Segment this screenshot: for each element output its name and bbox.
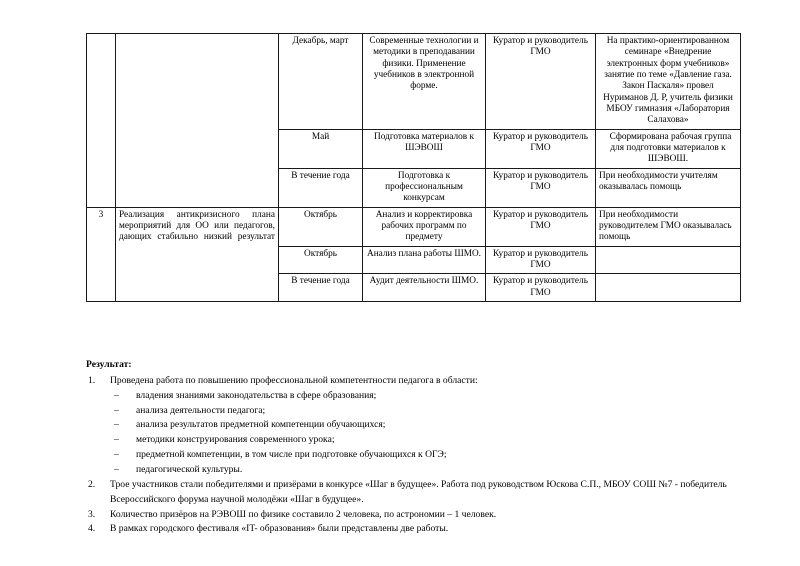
- list-item: [86, 478, 746, 508]
- cell-task: [116, 34, 279, 208]
- cell-number: [87, 34, 116, 208]
- cell-date: В течение года: [279, 168, 363, 207]
- cell-result: [596, 274, 741, 302]
- cell-content: Аудит деятельности ШМО.: [363, 274, 486, 302]
- plan-table: [86, 33, 741, 302]
- cell-result: На практико-ориентированном семинаре «Внедрение электронных форм учебников» занятие по теме «Давление газа. Закон Паскаля» провел Нуриманов Д. Р, учитель физики МБОУ гимназия «Лаборатория Салахова»: [596, 34, 741, 130]
- cell-responsible: Куратор и руководитель ГМО: [486, 207, 596, 246]
- list-marker: –: [114, 434, 119, 446]
- list-item: [110, 448, 746, 463]
- cell-content: Подготовка к профессиональным конкурсам: [363, 168, 486, 207]
- cell-responsible: Куратор и руководитель ГМО: [486, 34, 596, 130]
- cell-result: При необходимости руководителем ГМО оказывалась помощь: [596, 207, 741, 246]
- table-row: [87, 34, 741, 130]
- list-item-text: педагогической культуры.: [136, 464, 243, 476]
- list-marker: –: [114, 404, 119, 416]
- cell-date: В течение года: [279, 274, 363, 302]
- list-marker: 3.: [88, 508, 96, 520]
- cell-date: Октябрь: [279, 246, 363, 274]
- list-item-text: анализа деятельности педагога;: [136, 404, 266, 416]
- list-marker: –: [114, 419, 119, 431]
- list-item: [110, 418, 746, 433]
- cell-number: 3: [87, 207, 116, 301]
- list-item: [86, 508, 746, 523]
- list-item: [110, 463, 746, 478]
- list-marker: –: [114, 389, 119, 401]
- list-item-text: методики конструирования современного урока;: [136, 434, 335, 446]
- list-item-text: предметной компетенции, в том числе при подготовке обучающихся к ОГЭ;: [136, 449, 447, 461]
- list-item: [86, 522, 746, 537]
- cell-content: Современные технологии и методики в преподавании физики. Применение учебников в электронной форме.: [363, 34, 486, 130]
- cell-task: Реализация антикризисного плана мероприятий для ОО или педагогов, дающих стабильно низкий результат: [116, 207, 279, 301]
- list-item-text: Трое участников стали победителями и призёрами в конкурсе «Шаг в будущее». Работа под руководством Юскова С.П., МБОУ СОШ №7 - победитель Всероссийского форума научной молодёжи «Шаг в будущее».: [110, 478, 727, 505]
- result-title: Результат:: [86, 359, 132, 370]
- cell-date: Декабрь, март: [279, 34, 363, 130]
- list-item-text: Проведена работа по повышению профессиональной компетентности педагога в области:: [110, 374, 478, 386]
- cell-responsible: Куратор и руководитель ГМО: [486, 129, 596, 168]
- cell-result: Сформирована рабочая группа для подготовки материалов к ШЭВОШ.: [596, 129, 741, 168]
- result-list: [86, 374, 746, 537]
- cell-responsible: Куратор и руководитель ГМО: [486, 168, 596, 207]
- list-item-text: В рамках городского фестиваля «IT- образования» были представлены две работы.: [110, 523, 449, 535]
- cell-result: При необходимости учителям оказывалась помощь: [596, 168, 741, 207]
- cell-content: Анализ и корректировка рабочих программ по предмету: [363, 207, 486, 246]
- list-item: [110, 389, 746, 404]
- list-item: [110, 404, 746, 419]
- cell-responsible: Куратор и руководитель ГМО: [486, 274, 596, 302]
- list-marker: 4.: [88, 523, 96, 535]
- cell-result: [596, 246, 741, 274]
- list-marker: 2.: [88, 478, 96, 490]
- list-marker: –: [114, 449, 119, 461]
- list-item: [110, 433, 746, 448]
- cell-responsible: Куратор и руководитель ГМО: [486, 246, 596, 274]
- cell-content: Анализ плана работы ШМО.: [363, 246, 486, 274]
- list-item-text: анализа результатов предметной компетенции обучающихся;: [136, 419, 386, 431]
- cell-content: Подготовка материалов к ШЭВОШ: [363, 129, 486, 168]
- result-section: [86, 358, 746, 537]
- list-item: [86, 374, 746, 478]
- list-marker: 1.: [88, 374, 96, 386]
- cell-date: Май: [279, 129, 363, 168]
- table-row: [87, 207, 741, 246]
- list-marker: –: [114, 464, 119, 476]
- result-sublist: [110, 389, 746, 478]
- list-item-text: владения знаниями законодательства в сфере образования;: [136, 389, 377, 401]
- list-item-text: Количество призёров на РЭВОШ по физике составило 2 человека, по астрономии – 1 человек.: [110, 508, 497, 520]
- cell-date: Октябрь: [279, 207, 363, 246]
